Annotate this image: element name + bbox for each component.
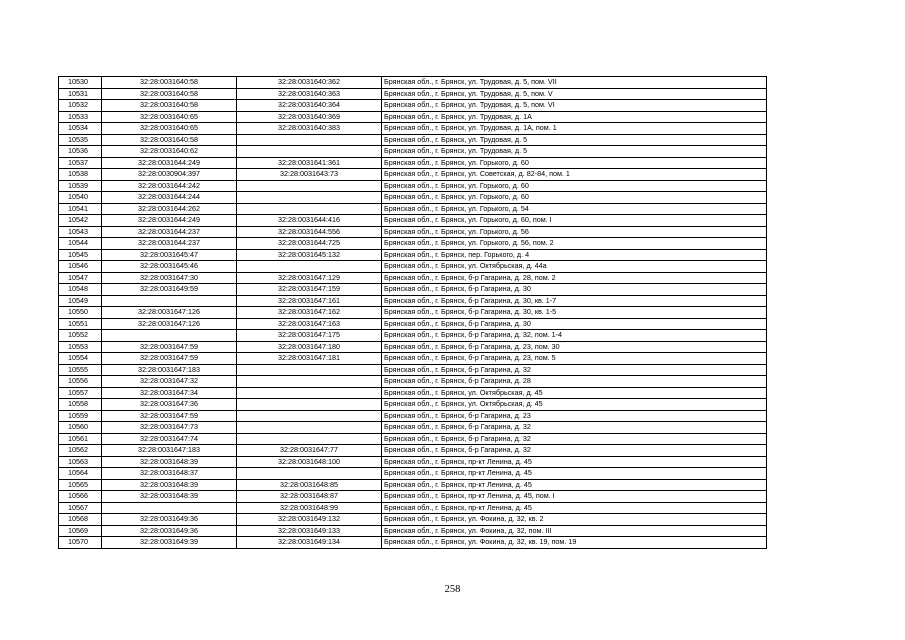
cadastral-number-cell: 32:28:0031647:162	[237, 307, 382, 319]
address-cell: Брянская обл., г. Брянск, б-р Гагарина, д. 32, пом. 1-4	[382, 330, 767, 342]
cadastral-number-cell: 32:28:0031647:161	[237, 295, 382, 307]
parent-cadastral-number-cell: 32:28:0031647:73	[102, 422, 237, 434]
cadastral-number-cell: 32:28:0031643:73	[237, 169, 382, 181]
table-row	[59, 537, 767, 549]
table-row	[59, 514, 767, 526]
parent-cadastral-number-cell: 32:28:0031647:32	[102, 376, 237, 388]
parent-cadastral-number-cell: 32:28:0031648:39	[102, 491, 237, 503]
parent-cadastral-number-cell: 32:28:0031647:59	[102, 341, 237, 353]
table-row	[59, 295, 767, 307]
table-row	[59, 272, 767, 284]
row-number-cell: 10549	[59, 295, 102, 307]
table-row	[59, 525, 767, 537]
table-row	[59, 364, 767, 376]
parent-cadastral-number-cell: 32:28:0031640:58	[102, 100, 237, 112]
cadastral-number-cell: 32:28:0031647:77	[237, 445, 382, 457]
parent-cadastral-number-cell: 32:28:0031640:65	[102, 123, 237, 135]
parent-cadastral-number-cell: 32:28:0031644:249	[102, 157, 237, 169]
table-row	[59, 422, 767, 434]
parent-cadastral-number-cell: 32:28:0031647:126	[102, 307, 237, 319]
row-number-cell: 10555	[59, 364, 102, 376]
cadastral-number-cell: 32:28:0031648:87	[237, 491, 382, 503]
table-row	[59, 157, 767, 169]
parent-cadastral-number-cell: 32:28:0031649:59	[102, 284, 237, 296]
parent-cadastral-number-cell: 32:28:0031640:58	[102, 77, 237, 89]
table-row	[59, 479, 767, 491]
cadastral-number-cell: 32:28:0031644:556	[237, 226, 382, 238]
table-row	[59, 123, 767, 135]
parent-cadastral-number-cell: 32:28:0031640:62	[102, 146, 237, 158]
table-row	[59, 410, 767, 422]
cadastral-number-cell: 32:28:0031647:181	[237, 353, 382, 365]
address-cell: Брянская обл., г. Брянск, б-р Гагарина, д. 30, кв. 1-5	[382, 307, 767, 319]
parent-cadastral-number-cell: 32:28:0031647:59	[102, 410, 237, 422]
cadastral-number-cell: 32:28:0031644:416	[237, 215, 382, 227]
row-number-cell: 10560	[59, 422, 102, 434]
address-cell: Брянская обл., г. Брянск, б-р Гагарина, д. 32	[382, 422, 767, 434]
parent-cadastral-number-cell: 32:28:0031644:242	[102, 180, 237, 192]
cadastral-number-cell	[237, 203, 382, 215]
table-row	[59, 284, 767, 296]
address-cell: Брянская обл., г. Брянск, б-р Гагарина, д. 30	[382, 318, 767, 330]
cadastral-number-cell	[237, 376, 382, 388]
address-cell: Брянская обл., г. Брянск, б-р Гагарина, д. 32	[382, 433, 767, 445]
table-row	[59, 169, 767, 181]
address-cell: Брянская обл., г. Брянск, б-р Гагарина, д. 23	[382, 410, 767, 422]
parent-cadastral-number-cell	[102, 330, 237, 342]
row-number-cell: 10545	[59, 249, 102, 261]
parent-cadastral-number-cell: 32:28:0031649:36	[102, 514, 237, 526]
row-number-cell: 10541	[59, 203, 102, 215]
row-number-cell: 10536	[59, 146, 102, 158]
parent-cadastral-number-cell: 32:28:0031647:30	[102, 272, 237, 284]
address-cell: Брянская обл., г. Брянск, ул. Горького, д. 60	[382, 192, 767, 204]
parent-cadastral-number-cell: 32:28:0031645:47	[102, 249, 237, 261]
row-number-cell: 10550	[59, 307, 102, 319]
parent-cadastral-number-cell: 32:28:0031644:262	[102, 203, 237, 215]
address-cell: Брянская обл., г. Брянск, ул. Фокина, д. 32, пом. III	[382, 525, 767, 537]
address-cell: Брянская обл., г. Брянск, ул. Фокина, д. 32, кв. 19, пом. 19	[382, 537, 767, 549]
row-number-cell: 10558	[59, 399, 102, 411]
parent-cadastral-number-cell: 32:28:0031648:39	[102, 456, 237, 468]
row-number-cell: 10562	[59, 445, 102, 457]
cadastral-number-cell: 32:28:0031647:163	[237, 318, 382, 330]
cadastral-number-cell	[237, 134, 382, 146]
address-cell: Брянская обл., г. Брянск, б-р Гагарина, д. 23, пом. 30	[382, 341, 767, 353]
table-row	[59, 134, 767, 146]
table-row	[59, 238, 767, 250]
cadastral-number-cell	[237, 261, 382, 273]
address-cell: Брянская обл., г. Брянск, ул. Горького, д. 56	[382, 226, 767, 238]
row-number-cell: 10532	[59, 100, 102, 112]
table-row	[59, 456, 767, 468]
address-cell: Брянская обл., г. Брянск, ул. Октябрьская, д. 44а	[382, 261, 767, 273]
page-number: 258	[444, 584, 461, 595]
table-row	[59, 318, 767, 330]
row-number-cell: 10533	[59, 111, 102, 123]
row-number-cell: 10537	[59, 157, 102, 169]
cadastral-number-cell: 32:28:0031649:133	[237, 525, 382, 537]
address-cell: Брянская обл., г. Брянск, б-р Гагарина, д. 32	[382, 364, 767, 376]
cadastral-number-cell	[237, 364, 382, 376]
parent-cadastral-number-cell: 32:28:0031649:39	[102, 537, 237, 549]
address-cell: Брянская обл., г. Брянск, б-р Гагарина, д. 28, пом. 2	[382, 272, 767, 284]
address-cell: Брянская обл., г. Брянск, ул. Трудовая, д. 5	[382, 134, 767, 146]
row-number-cell: 10547	[59, 272, 102, 284]
cadastral-number-cell: 32:28:0031640:363	[237, 88, 382, 100]
parent-cadastral-number-cell: 32:28:0031644:244	[102, 192, 237, 204]
table-row	[59, 491, 767, 503]
address-cell: Брянская обл., г. Брянск, ул. Советская, д. 82-84, пом. 1	[382, 169, 767, 181]
row-number-cell: 10567	[59, 502, 102, 514]
row-number-cell: 10564	[59, 468, 102, 480]
table-row	[59, 180, 767, 192]
address-cell: Брянская обл., г. Брянск, б-р Гагарина, д. 30, кв. 1-7	[382, 295, 767, 307]
address-cell: Брянская обл., г. Брянск, б-р Гагарина, д. 28	[382, 376, 767, 388]
cadastral-number-cell: 32:28:0031640:383	[237, 123, 382, 135]
row-number-cell: 10548	[59, 284, 102, 296]
row-number-cell: 10543	[59, 226, 102, 238]
row-number-cell: 10551	[59, 318, 102, 330]
table-row	[59, 77, 767, 89]
table-row	[59, 468, 767, 480]
address-cell: Брянская обл., г. Брянск, ул. Горького, д. 60	[382, 157, 767, 169]
row-number-cell: 10563	[59, 456, 102, 468]
row-number-cell: 10540	[59, 192, 102, 204]
table-row	[59, 146, 767, 158]
parent-cadastral-number-cell	[102, 295, 237, 307]
cadastral-number-cell: 32:28:0031649:132	[237, 514, 382, 526]
cadastral-number-cell: 32:28:0031640:362	[237, 77, 382, 89]
parent-cadastral-number-cell: 32:28:0031644:237	[102, 226, 237, 238]
cadastral-table	[58, 76, 767, 549]
table-row	[59, 261, 767, 273]
address-cell: Брянская обл., г. Брянск, ул. Фокина, д. 32, кв. 2	[382, 514, 767, 526]
table-row	[59, 226, 767, 238]
cadastral-number-cell: 32:28:0031648:99	[237, 502, 382, 514]
table-row	[59, 387, 767, 399]
address-cell: Брянская обл., г. Брянск, пр-кт Ленина, д. 45, пом. I	[382, 491, 767, 503]
row-number-cell: 10565	[59, 479, 102, 491]
row-number-cell: 10542	[59, 215, 102, 227]
table-row	[59, 399, 767, 411]
cadastral-number-cell: 32:28:0031649:134	[237, 537, 382, 549]
cadastral-number-cell	[237, 410, 382, 422]
parent-cadastral-number-cell: 32:28:0031647:183	[102, 364, 237, 376]
cadastral-number-cell: 32:28:0031648:85	[237, 479, 382, 491]
cadastral-number-cell: 32:28:0031648:100	[237, 456, 382, 468]
address-cell: Брянская обл., г. Брянск, ул. Трудовая, д. 1А, пом. 1	[382, 123, 767, 135]
row-number-cell: 10570	[59, 537, 102, 549]
parent-cadastral-number-cell: 32:28:0031647:183	[102, 445, 237, 457]
row-number-cell: 10568	[59, 514, 102, 526]
address-cell: Брянская обл., г. Брянск, ул. Трудовая, д. 5	[382, 146, 767, 158]
parent-cadastral-number-cell: 32:28:0031640:65	[102, 111, 237, 123]
parent-cadastral-number-cell: 32:28:0031645:46	[102, 261, 237, 273]
row-number-cell: 10539	[59, 180, 102, 192]
address-cell: Брянская обл., г. Брянск, пр-кт Ленина, д. 45	[382, 468, 767, 480]
cadastral-number-cell: 32:28:0031647:180	[237, 341, 382, 353]
address-cell: Брянская обл., г. Брянск, б-р Гагарина, д. 23, пом. 5	[382, 353, 767, 365]
row-number-cell: 10534	[59, 123, 102, 135]
row-number-cell: 10561	[59, 433, 102, 445]
row-number-cell: 10566	[59, 491, 102, 503]
address-cell: Брянская обл., г. Брянск, ул. Горького, д. 60	[382, 180, 767, 192]
table-row	[59, 445, 767, 457]
address-cell: Брянская обл., г. Брянск, ул. Горького, д. 60, пом. I	[382, 215, 767, 227]
cadastral-number-cell	[237, 433, 382, 445]
address-cell: Брянская обл., г. Брянск, б-р Гагарина, д. 32	[382, 445, 767, 457]
table-row	[59, 215, 767, 227]
parent-cadastral-number-cell: 32:28:0031649:36	[102, 525, 237, 537]
address-cell: Брянская обл., г. Брянск, пер. Горького, д. 4	[382, 249, 767, 261]
cadastral-number-cell	[237, 468, 382, 480]
row-number-cell: 10544	[59, 238, 102, 250]
cadastral-number-cell	[237, 146, 382, 158]
row-number-cell: 10535	[59, 134, 102, 146]
parent-cadastral-number-cell: 32:28:0031647:36	[102, 399, 237, 411]
parent-cadastral-number-cell: 32:28:0031640:58	[102, 88, 237, 100]
row-number-cell: 10530	[59, 77, 102, 89]
parent-cadastral-number-cell: 32:28:0031644:249	[102, 215, 237, 227]
cadastral-number-cell: 32:28:0031640:369	[237, 111, 382, 123]
table-row	[59, 353, 767, 365]
table-row	[59, 376, 767, 388]
address-cell: Брянская обл., г. Брянск, ул. Трудовая, д. 5, пом. VII	[382, 77, 767, 89]
parent-cadastral-number-cell: 32:28:0031648:37	[102, 468, 237, 480]
table-row	[59, 192, 767, 204]
table-row	[59, 100, 767, 112]
row-number-cell: 10546	[59, 261, 102, 273]
row-number-cell: 10553	[59, 341, 102, 353]
row-number-cell: 10557	[59, 387, 102, 399]
cadastral-number-cell: 32:28:0031647:159	[237, 284, 382, 296]
table-row	[59, 249, 767, 261]
cadastral-number-cell	[237, 192, 382, 204]
parent-cadastral-number-cell: 32:28:0031647:74	[102, 433, 237, 445]
row-number-cell: 10559	[59, 410, 102, 422]
parent-cadastral-number-cell: 32:28:0031647:34	[102, 387, 237, 399]
address-cell: Брянская обл., г. Брянск, ул. Октябрьская, д. 45	[382, 399, 767, 411]
address-cell: Брянская обл., г. Брянск, ул. Октябрьская, д. 45	[382, 387, 767, 399]
address-cell: Брянская обл., г. Брянск, ул. Горького, д. 54	[382, 203, 767, 215]
table-row	[59, 341, 767, 353]
table-row	[59, 111, 767, 123]
address-cell: Брянская обл., г. Брянск, б-р Гагарина, д. 30	[382, 284, 767, 296]
table-row	[59, 88, 767, 100]
address-cell: Брянская обл., г. Брянск, ул. Трудовая, д. 5, пом. V	[382, 88, 767, 100]
parent-cadastral-number-cell	[102, 502, 237, 514]
parent-cadastral-number-cell: 32:28:0030904:397	[102, 169, 237, 181]
parent-cadastral-number-cell: 32:28:0031648:39	[102, 479, 237, 491]
address-cell: Брянская обл., г. Брянск, ул. Трудовая, д. 1А	[382, 111, 767, 123]
cadastral-number-cell: 32:28:0031647:175	[237, 330, 382, 342]
table-row	[59, 502, 767, 514]
table-row	[59, 307, 767, 319]
cadastral-number-cell: 32:28:0031641:361	[237, 157, 382, 169]
address-cell: Брянская обл., г. Брянск, пр-кт Ленина, д. 45	[382, 479, 767, 491]
table-body	[59, 77, 767, 549]
row-number-cell: 10569	[59, 525, 102, 537]
address-cell: Брянская обл., г. Брянск, пр-кт Ленина, д. 45	[382, 456, 767, 468]
cadastral-number-cell	[237, 180, 382, 192]
parent-cadastral-number-cell: 32:28:0031647:126	[102, 318, 237, 330]
parent-cadastral-number-cell: 32:28:0031640:58	[102, 134, 237, 146]
address-cell: Брянская обл., г. Брянск, ул. Горького, д. 56, пом. 2	[382, 238, 767, 250]
cadastral-number-cell	[237, 387, 382, 399]
row-number-cell: 10556	[59, 376, 102, 388]
row-number-cell: 10554	[59, 353, 102, 365]
cadastral-number-cell	[237, 399, 382, 411]
table-row	[59, 330, 767, 342]
parent-cadastral-number-cell: 32:28:0031647:59	[102, 353, 237, 365]
row-number-cell: 10538	[59, 169, 102, 181]
table-row	[59, 203, 767, 215]
cadastral-number-cell: 32:28:0031645:132	[237, 249, 382, 261]
address-cell: Брянская обл., г. Брянск, пр-кт Ленина, д. 45	[382, 502, 767, 514]
cadastral-number-cell: 32:28:0031647:129	[237, 272, 382, 284]
row-number-cell: 10531	[59, 88, 102, 100]
parent-cadastral-number-cell: 32:28:0031644:237	[102, 238, 237, 250]
table-row	[59, 433, 767, 445]
row-number-cell: 10552	[59, 330, 102, 342]
cadastral-number-cell	[237, 422, 382, 434]
cadastral-number-cell: 32:28:0031644:725	[237, 238, 382, 250]
address-cell: Брянская обл., г. Брянск, ул. Трудовая, д. 5, пом. VI	[382, 100, 767, 112]
cadastral-number-cell: 32:28:0031640:364	[237, 100, 382, 112]
